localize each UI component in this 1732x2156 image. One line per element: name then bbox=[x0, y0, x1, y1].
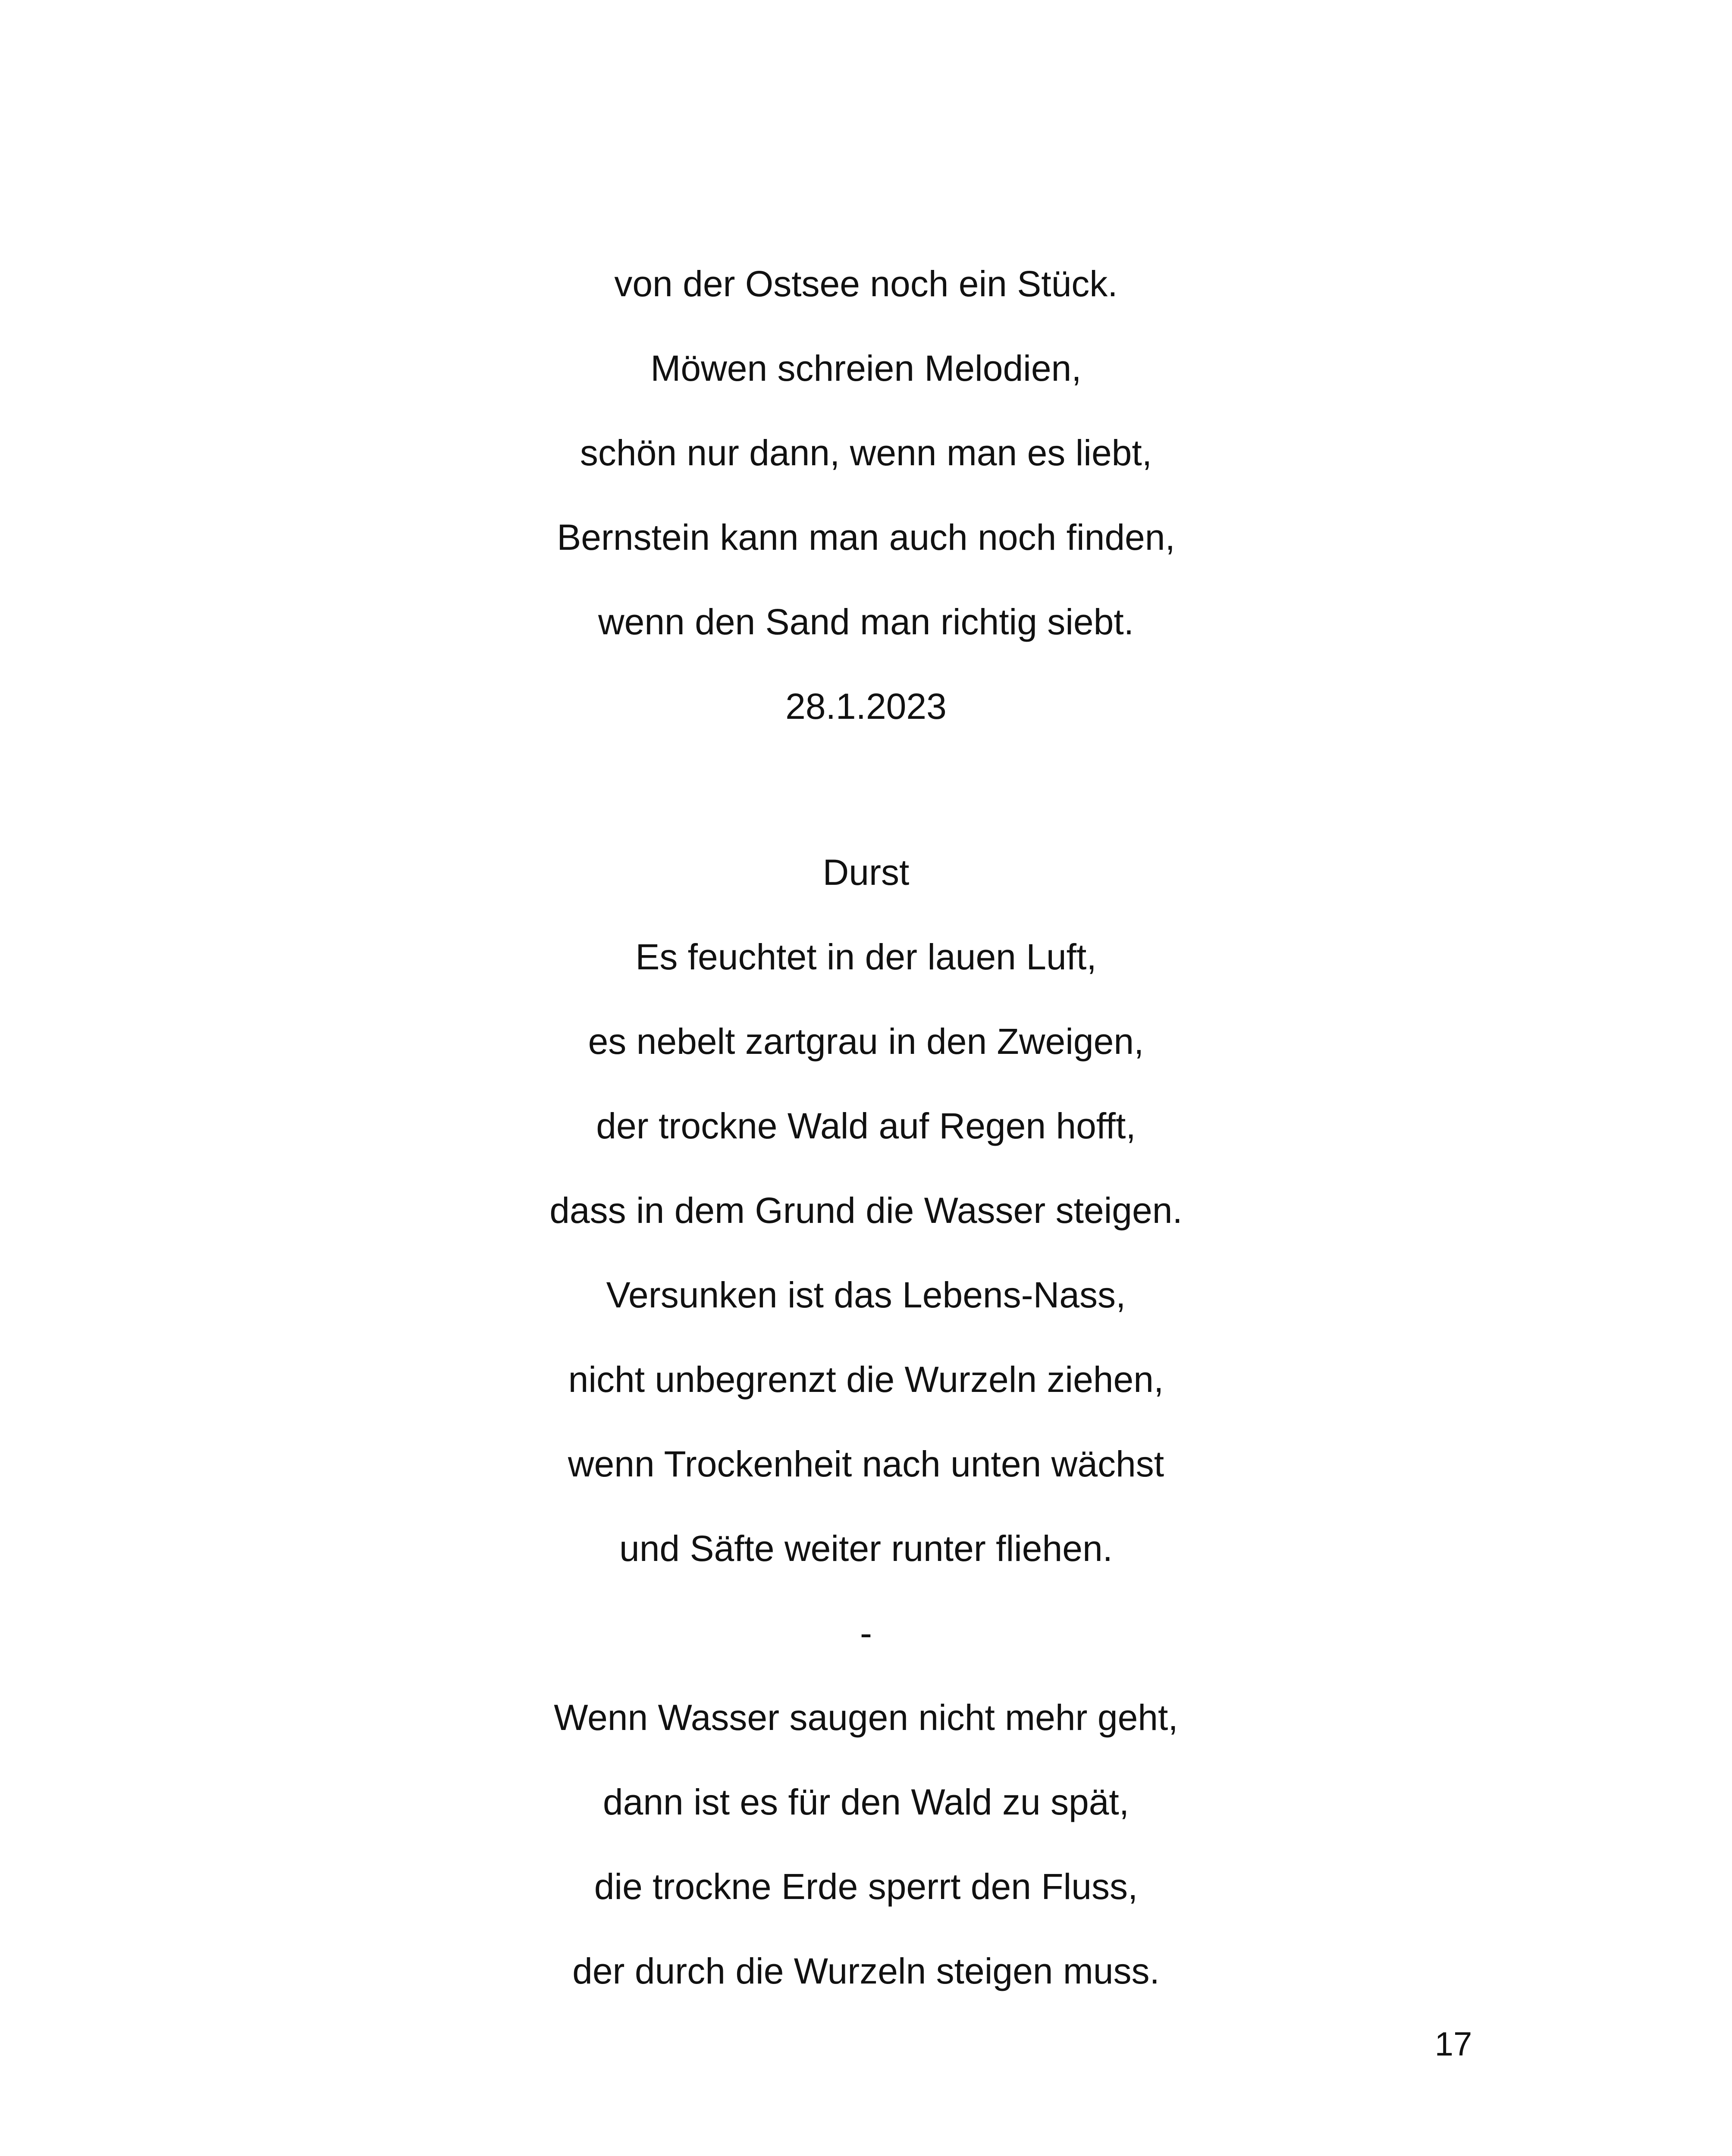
poem-line: Wenn Wasser saugen nicht mehr geht, bbox=[554, 1697, 1178, 1738]
poem-line: von der Ostsee noch ein Stück. bbox=[614, 263, 1118, 304]
poem-line: die trockne Erde sperrt den Fluss, bbox=[594, 1866, 1138, 1907]
poem-line: Versunken ist das Lebens-Nass, bbox=[606, 1275, 1126, 1315]
poem-line: nicht unbegrenzt die Wurzeln ziehen, bbox=[568, 1359, 1164, 1400]
previous-poem-ending bbox=[0, 241, 1732, 749]
poem-date: 28.1.2023 bbox=[785, 686, 947, 727]
poem-line: wenn den Sand man richtig siebt. bbox=[598, 602, 1134, 642]
poem-line: dann ist es für den Wald zu spät, bbox=[602, 1782, 1130, 1822]
poem-line: Bernstein kann man auch noch finden, bbox=[557, 517, 1175, 558]
poem-line: es nebelt zartgrau in den Zweigen, bbox=[588, 1021, 1144, 1062]
poem-line: Es feuchtet in der lauen Luft, bbox=[635, 937, 1097, 977]
poem-title: Durst bbox=[822, 852, 910, 893]
poem-line: Möwen schreien Melodien, bbox=[650, 348, 1082, 389]
poem-durst bbox=[0, 830, 1732, 2013]
stanza-separator: - bbox=[860, 1613, 872, 1653]
page-number: 17 bbox=[1434, 2025, 1472, 2063]
poem-line: schön nur dann, wenn man es liebt, bbox=[580, 432, 1152, 473]
poem-line: der durch die Wurzeln steigen muss. bbox=[572, 1951, 1160, 1991]
poem-line: und Säfte weiter runter fliehen. bbox=[619, 1528, 1113, 1569]
poem-line: wenn Trockenheit nach unten wächst bbox=[568, 1444, 1164, 1484]
poem-line: der trockne Wald auf Regen hofft, bbox=[596, 1106, 1136, 1146]
poem-line: dass in dem Grund die Wasser steigen. bbox=[549, 1190, 1183, 1231]
